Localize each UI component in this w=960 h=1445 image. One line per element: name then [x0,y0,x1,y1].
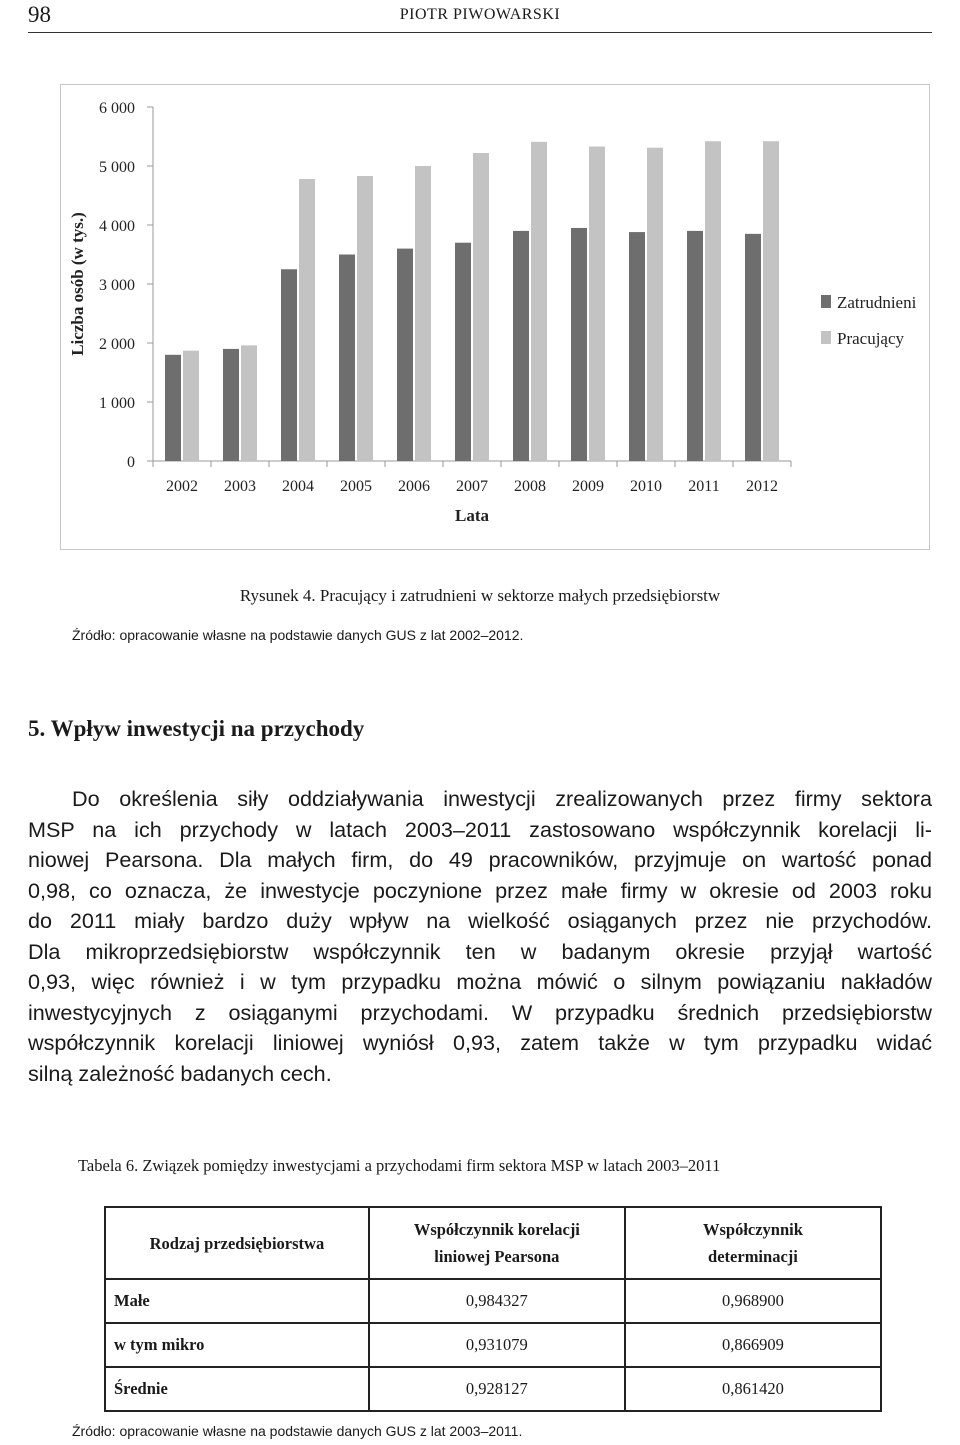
bar-zatrudnieni [629,232,645,461]
x-tick-label: 2008 [514,478,546,495]
bar-pracujacy [589,147,605,461]
pearson-value: 0,931079 [369,1323,625,1367]
x-tick-label: 2011 [688,478,720,495]
header-text: Współczynnik [702,1220,803,1239]
header-text: Współczynnik korelacji [413,1220,580,1239]
bar-chart [61,85,929,549]
bar-pracujacy [473,153,489,461]
page-header [28,0,932,33]
x-tick-label: 2003 [224,478,256,495]
bar-zatrudnieni [281,269,297,461]
column-header-determination [625,1207,881,1279]
bar-zatrudnieni [687,231,703,461]
y-tick-label: 4 000 [99,218,135,235]
bar-pracujacy [705,141,721,461]
body-paragraph [28,784,932,1089]
bar-zatrudnieni [339,255,355,462]
bar-zatrudnieni [513,231,529,461]
legend-label: Pracujący [837,329,905,348]
x-axis-title: Lata [455,506,489,525]
paragraph-line: silną zależność badanych cech. [28,1060,332,1086]
pearson-value: 0,928127 [369,1367,625,1411]
bar-pracujacy [763,141,779,461]
legend-swatch [821,295,831,308]
figure-source: Źródło: opracowanie własne na podstawie danych GUS z lat 2002–2012. [72,627,524,643]
chart-frame [60,84,930,550]
correlation-table [104,1206,882,1412]
x-tick-label: 2009 [572,478,604,495]
x-tick-label: 2005 [340,478,372,495]
table-caption: Tabela 6. Związek pomiędzy inwestycjami a przychodami firm sektora MSP w latach 2003–2011 [78,1156,721,1175]
y-tick-label: 0 [127,454,135,471]
table-header-row [105,1207,881,1279]
paragraph-line: inwestycyjnych z osiąganymi przychodami. W przypadku średnich przedsiębiorstw [28,999,932,1025]
x-tick-label: 2004 [282,478,314,495]
determination-value: 0,861420 [625,1367,881,1411]
row-label: w tym mikro [105,1323,369,1367]
bar-pracujacy [183,351,199,461]
bar-pracujacy [299,179,315,461]
bar-zatrudnieni [455,243,471,461]
table-source: Źródło: opracowanie własne na podstawie danych GUS z lat 2003–2011. [72,1423,523,1439]
paragraph-line: 0,98, co oznacza, że inwestycje poczynione przez małe firmy w okresie od 2003 roku [28,877,932,903]
running-head: PIOTR PIWOWARSKI [399,6,561,23]
column-header-pearson [369,1207,625,1279]
row-label: Małe [105,1279,369,1323]
bar-pracujacy [415,166,431,461]
row-label: Średnie [105,1367,369,1411]
x-tick-label: 2002 [166,478,198,495]
y-tick-label: 5 000 [99,159,135,176]
x-tick-label: 2007 [456,478,488,495]
bar-pracujacy [647,148,663,461]
paragraph-line: do 2011 miały bardzo duży wpływ na wielkość osiąganych przez nie przychodów. [28,908,932,933]
table-row [105,1323,881,1367]
bar-zatrudnieni [571,228,587,461]
y-tick-label: 1 000 [99,395,135,412]
paragraph-line: współczynnik korelacji liniowej wyniósł 0,93, zatem także w tym przypadku widać [28,1030,932,1055]
y-axis-title: Liczba osób (w tys.) [67,212,87,356]
pearson-value: 0,984327 [369,1279,625,1323]
determination-value: 0,866909 [625,1323,881,1367]
x-tick-label: 2012 [746,478,778,495]
bar-zatrudnieni [397,249,413,461]
x-tick-label: 2006 [398,478,430,495]
y-tick-label: 2 000 [99,336,135,353]
y-tick-label: 6 000 [99,100,135,117]
bar-zatrudnieni [165,355,181,461]
legend-swatch [821,331,831,344]
bar-zatrudnieni [745,234,761,461]
legend-label: Zatrudnieni [837,293,917,312]
header-text: liniowej Pearsona [434,1247,560,1266]
header-text: determinacji [708,1247,798,1266]
header-text: Rodzaj przedsiębiorstwa [149,1233,325,1253]
table-row [105,1279,881,1323]
determination-value: 0,968900 [625,1279,881,1323]
bar-pracujacy [531,142,547,461]
table-row [105,1367,881,1411]
paragraph-line: MSP na ich przychody w latach 2003–2011 zastosowano współczynnik korelacji li- [28,816,932,842]
bar-pracujacy [357,176,373,461]
column-header-enterprise-type [105,1207,369,1279]
x-tick-label: 2010 [630,478,662,495]
bar-pracujacy [241,345,257,461]
paragraph-line: 0,93, więc również i w tym przypadku można mówić o silnym powiązaniu nakładów [28,969,932,994]
figure-caption: Rysunek 4. Pracujący i zatrudnieni w sektorze małych przedsiębiorstw [239,586,721,605]
y-tick-label: 3 000 [99,277,135,294]
paragraph-line: Dla mikroprzedsiębiorstw współczynnik ten w badanym okresie przyjął wartość [28,938,932,964]
paragraph-line: niowej Pearsona. Dla małych firm, do 49 pracowników, przyjmuje on wartość ponad [28,847,932,872]
paragraph-line: Do określenia siły oddziaływania inwestycji zrealizowanych przez firmy sektora [72,786,932,811]
section-heading: 5. Wpływ inwestycji na przychody [28,716,365,741]
page-number: 98 [28,2,51,27]
bar-zatrudnieni [223,349,239,461]
